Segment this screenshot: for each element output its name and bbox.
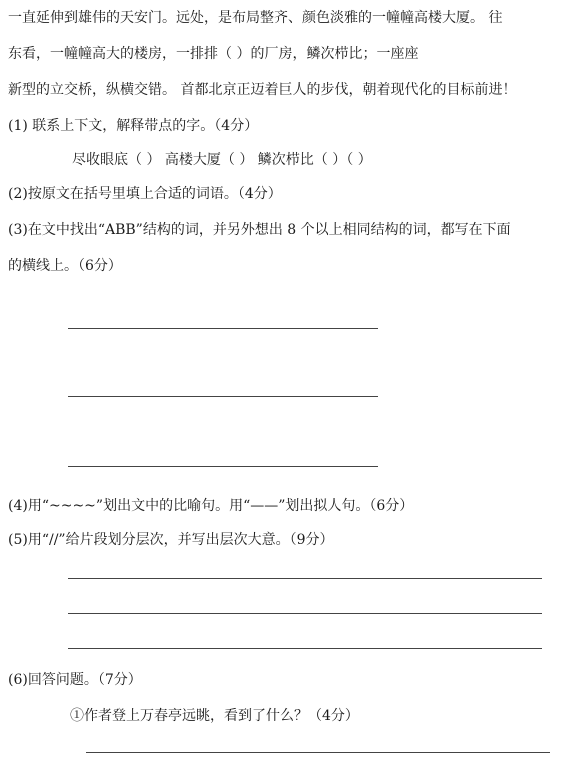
question-2-label: (2)按原文在括号里填上合适的词语。（4分） [8,186,282,202]
question-4-label: (4)用“~~~~”划出文中的比喻句。用“——”划出拟人句。（6分） [8,498,414,514]
answer-line-q5-2[interactable] [68,613,542,614]
question-1-label: (1) 联系上下文，解释带点的字。（4分） [8,118,259,134]
answer-line-q3-3[interactable] [68,466,378,467]
question-5-label: (5)用“//”给片段划分层次，并写出层次大意。（9分） [8,532,334,548]
passage-line-1: 一直延伸到雄伟的天安门。远处，是布局整齐、颜色淡雅的一幢幢高楼大厦。 往 [8,10,503,26]
question-3-label-line-2: 的横线上。（6分） [8,258,122,274]
answer-line-q3-2[interactable] [68,396,378,397]
question-6-sub-1: ①作者登上万春亭远眺，看到了什么？（4分） [70,708,359,724]
answer-line-q3-1[interactable] [68,328,378,329]
question-3-label-line-1: (3)在文中找出“ABB”结构的词，并另外想出 8 个以上相同结构的词，都写在下面 [8,222,511,238]
answer-line-q5-1[interactable] [68,578,542,579]
question-6-label: (6)回答问题。（7分） [8,672,142,688]
passage-line-2: 东看，一幢幢高大的楼房，一排排（ ）的厂房，鳞次栉比；一座座 [8,46,419,62]
answer-line-q6-1[interactable] [86,752,550,753]
passage-line-3: 新型的立交桥，纵横交错。 首都北京正迈着巨人的步伐，朝着现代化的目标前进！ [8,82,517,98]
answer-line-q5-3[interactable] [68,648,542,649]
question-1-items: 尽收眼底（ ） 高楼大厦（ ） 鳞次栉比（ ）（ ） [72,152,372,168]
